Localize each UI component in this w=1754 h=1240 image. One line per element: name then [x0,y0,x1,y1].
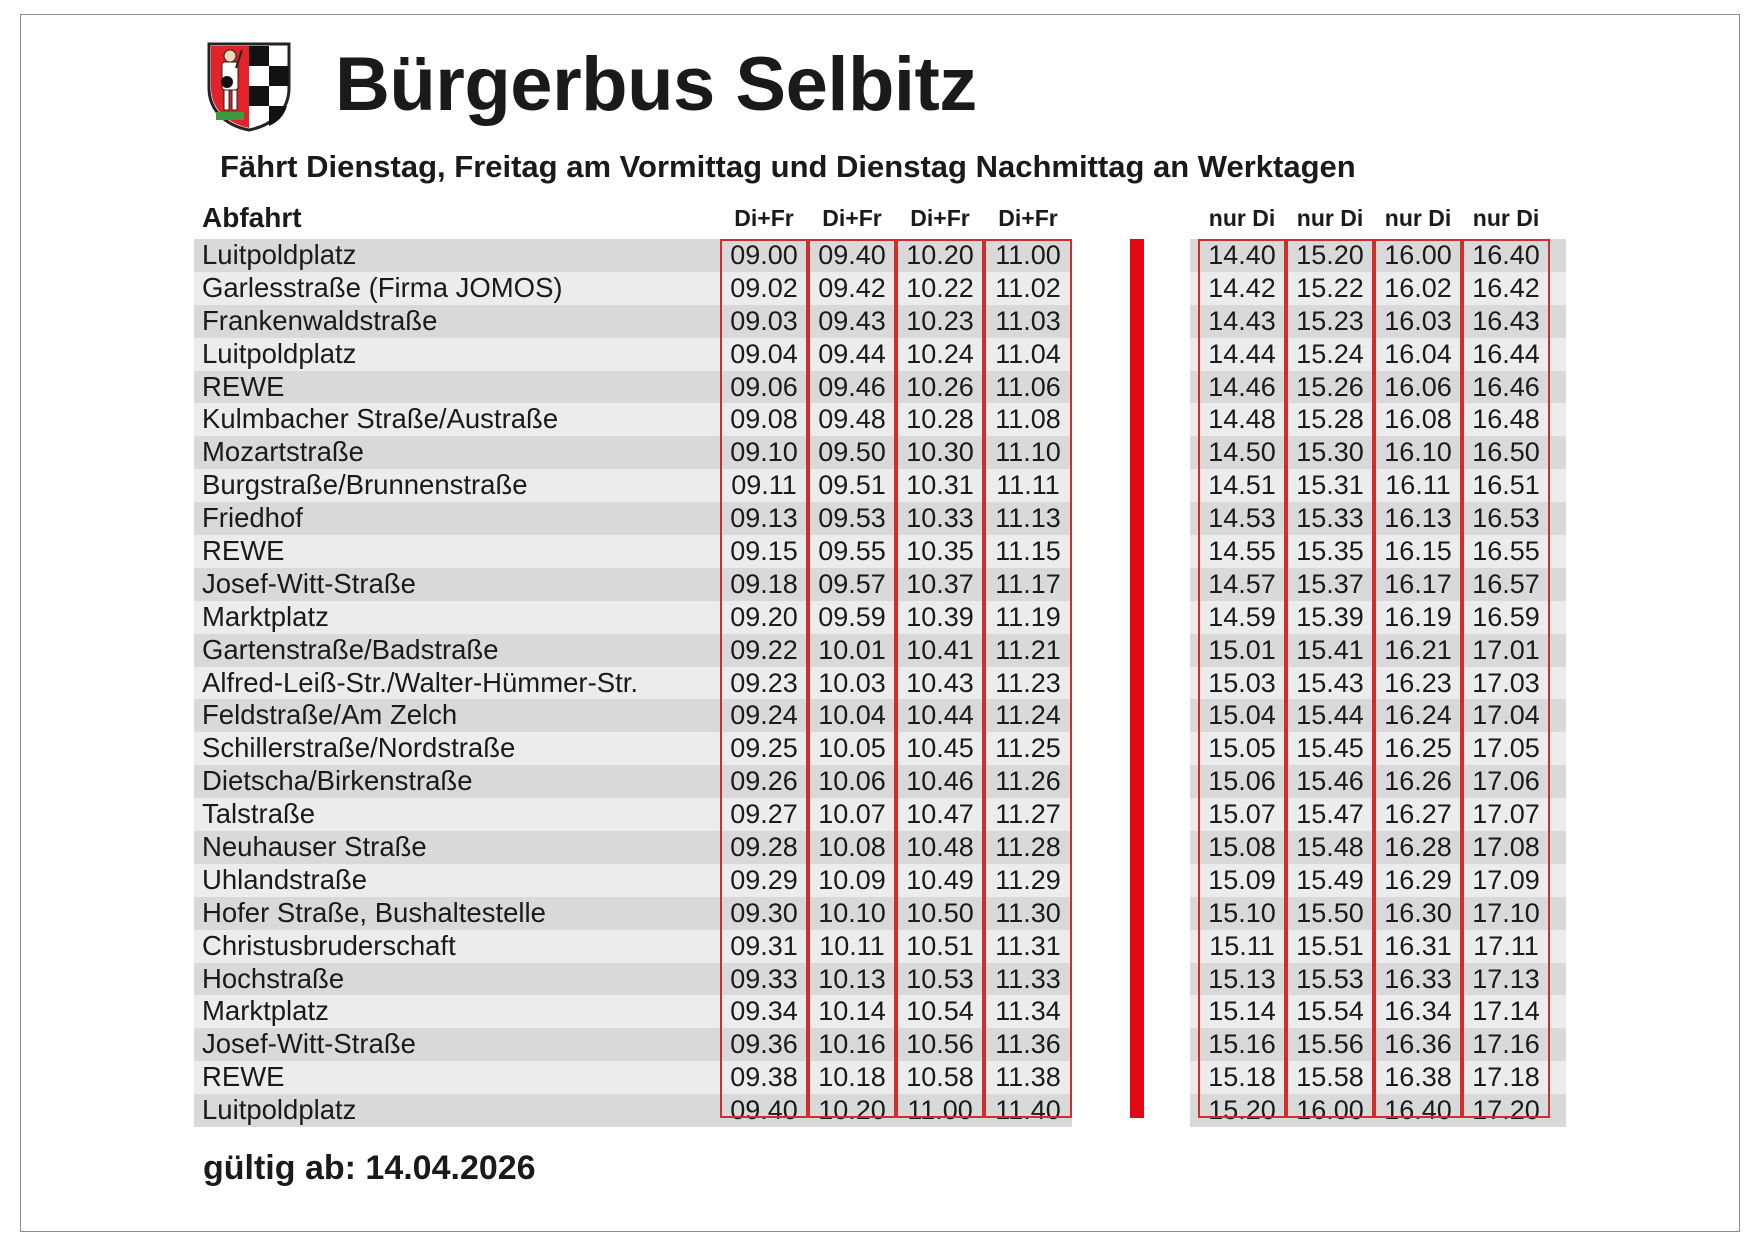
departure-time: 16.17 [1384,568,1452,599]
departure-time: 11.10 [995,437,1061,468]
departure-time: 15.35 [1296,536,1364,567]
departure-time: 17.14 [1472,996,1540,1027]
departure-time: 11.38 [995,1062,1061,1093]
coat-of-arms-icon [206,40,292,132]
table-row [194,831,1566,864]
table-row [194,371,1566,404]
departure-time: 14.53 [1208,503,1276,534]
departure-time: 09.34 [730,996,798,1027]
stop-name: REWE [202,535,285,567]
departure-time: 10.11 [819,930,885,961]
departure-time: 11.33 [995,963,1061,994]
table-row [194,1028,1566,1061]
departure-time: 15.22 [1296,272,1364,303]
departure-time: 09.13 [730,503,798,534]
departure-time: 11.24 [995,700,1061,731]
departure-time: 14.42 [1208,272,1276,303]
stop-name: Garlesstraße (Firma JOMOS) [202,271,563,303]
departure-time: 16.29 [1384,864,1452,895]
stop-name: Friedhof [202,502,303,534]
table-row [194,436,1566,469]
table-row [194,568,1566,601]
departure-time: 11.17 [995,568,1061,599]
stop-name: REWE [202,1061,285,1093]
departure-time: 16.28 [1384,832,1452,863]
departure-time: 09.27 [730,799,798,830]
departure-time: 16.33 [1384,963,1452,994]
stop-name: Schillerstraße/Nordstraße [202,732,516,764]
departure-time: 09.50 [818,437,886,468]
table-row [194,1094,1566,1127]
departure-time: 15.39 [1296,601,1364,632]
departure-time: 09.33 [730,963,798,994]
departure-time: 10.18 [818,1062,886,1093]
table-row [194,732,1566,765]
departure-time: 09.48 [818,404,886,435]
departure-time: 10.30 [906,437,974,468]
departure-time: 16.34 [1384,996,1452,1027]
departure-time: 16.00 [1296,1095,1364,1126]
departure-time: 10.43 [906,667,974,698]
departure-time: 10.49 [906,864,974,895]
departure-time: 10.20 [906,240,974,270]
departure-time: 15.24 [1296,338,1364,369]
departure-time: 16.46 [1472,371,1540,402]
table-row [194,995,1566,1028]
departure-time: 15.14 [1208,996,1276,1027]
departure-time: 15.50 [1296,897,1364,928]
departure-time: 14.40 [1208,240,1276,270]
departure-time: 10.50 [906,897,974,928]
header-column: Di+Fr [822,205,882,231]
departure-time: 09.53 [818,503,886,534]
departure-time: 09.26 [730,766,798,797]
departure-time: 11.30 [995,897,1061,928]
departure-time: 16.50 [1472,437,1540,468]
departure-time: 15.45 [1296,733,1364,764]
stop-name: Kulmbacher Straße/Austraße [202,403,559,435]
departure-time: 11.00 [995,240,1061,270]
stop-name: Dietscha/Birkenstraße [202,765,473,797]
departure-time: 10.35 [906,536,974,567]
departure-time: 15.07 [1208,799,1276,830]
departure-time: 15.18 [1208,1062,1276,1093]
departure-time: 17.01 [1472,634,1540,665]
departure-time: 15.26 [1296,371,1364,402]
table-row [194,699,1566,732]
departure-time: 09.51 [818,470,886,501]
stop-name: REWE [202,370,285,402]
header-column: Di+Fr [734,205,794,231]
departure-time: 10.06 [818,766,886,797]
stop-name: Christusbruderschaft [202,929,456,961]
stop-name: Hochstraße [202,962,345,994]
table-row [194,930,1566,963]
stop-name: Luitpoldplatz [202,337,357,369]
departure-time: 11.23 [995,667,1061,698]
departure-time: 16.00 [1384,240,1452,270]
departure-time: 17.11 [1473,930,1539,961]
departure-time: 09.40 [818,240,886,270]
departure-time: 15.44 [1296,700,1364,731]
departure-time: 16.08 [1384,404,1452,435]
departure-time: 16.15 [1384,536,1452,567]
departure-time: 15.20 [1296,240,1364,270]
departure-time: 15.16 [1208,1029,1276,1060]
departure-time: 09.57 [818,568,886,599]
departure-time: 11.00 [907,1095,973,1126]
departure-time: 17.09 [1472,864,1540,895]
departure-time: 14.57 [1208,568,1276,599]
departure-time: 15.01 [1208,634,1276,665]
departure-time: 09.23 [730,667,798,698]
departure-time: 11.06 [995,371,1061,402]
departure-time: 16.03 [1384,305,1452,336]
departure-time: 10.45 [906,733,974,764]
departure-time: 10.54 [906,996,974,1027]
departure-time: 11.13 [995,503,1061,534]
departure-time: 11.04 [995,338,1061,369]
departure-time: 16.10 [1384,437,1452,468]
stop-name: Burgstraße/Brunnenstraße [202,469,528,501]
departure-time: 16.40 [1472,240,1540,270]
departure-time: 16.51 [1472,470,1540,501]
header-stop: Abfahrt [202,202,302,233]
valid-from: gültig ab: 14.04.2026 [203,1149,536,1187]
departure-time: 16.40 [1384,1095,1452,1126]
departure-time: 09.22 [730,634,798,665]
departure-time: 10.58 [906,1062,974,1093]
departure-time: 14.50 [1208,437,1276,468]
departure-time: 15.51 [1296,930,1364,961]
departure-time: 09.44 [818,338,886,369]
departure-time: 11.36 [995,1029,1061,1060]
departure-time: 11.31 [995,930,1061,961]
departure-time: 15.53 [1296,963,1364,994]
departure-time: 16.36 [1384,1029,1452,1060]
departure-time: 16.21 [1384,634,1452,665]
departure-time: 16.43 [1472,305,1540,336]
departure-time: 11.15 [995,536,1061,567]
departure-time: 16.38 [1384,1062,1452,1093]
departure-time: 10.37 [906,568,974,599]
departure-time: 16.13 [1384,503,1452,534]
departure-time: 15.54 [1296,996,1364,1027]
departure-time: 11.29 [995,864,1061,895]
departure-time: 17.08 [1472,832,1540,863]
departure-time: 11.03 [995,305,1061,336]
departure-time: 10.46 [906,766,974,797]
header-column: Di+Fr [910,205,970,231]
stop-name: Marktplatz [202,600,329,632]
departure-time: 09.28 [730,832,798,863]
divider-bar [1130,239,1144,1118]
departure-time: 15.10 [1208,897,1276,928]
departure-time: 16.55 [1472,536,1540,567]
departure-time: 09.29 [730,864,798,895]
table-row [194,305,1566,338]
table-row [194,601,1566,634]
departure-time: 15.56 [1296,1029,1364,1060]
departure-time: 15.37 [1296,568,1364,599]
departure-time: 09.24 [730,700,798,731]
departure-time: 10.10 [818,897,886,928]
table-row [194,864,1566,897]
table-row [194,1061,1566,1094]
departure-time: 14.51 [1208,470,1276,501]
departure-time: 09.43 [818,305,886,336]
departure-time: 09.04 [730,338,798,369]
departure-time: 14.59 [1208,601,1276,632]
departure-time: 11.19 [995,601,1061,632]
stop-name: Josef-Witt-Straße [202,567,416,599]
table-row [194,403,1566,436]
departure-time: 10.28 [906,404,974,435]
departure-time: 10.39 [906,601,974,632]
departure-time: 16.27 [1384,799,1452,830]
table-row [194,765,1566,798]
departure-time: 16.24 [1384,700,1452,731]
departure-time: 16.19 [1384,601,1452,632]
departure-time: 10.41 [906,634,974,665]
departure-time: 10.22 [906,272,974,303]
departure-time: 10.24 [906,338,974,369]
departure-time: 15.49 [1296,864,1364,895]
departure-time: 11.34 [995,996,1061,1027]
departure-time: 10.31 [906,470,974,501]
stop-name: Josef-Witt-Straße [202,1028,416,1060]
stop-name: Frankenwaldstraße [202,304,438,336]
departure-time: 09.40 [730,1095,798,1126]
departure-time: 15.41 [1296,634,1364,665]
departure-time: 16.26 [1384,766,1452,797]
table-row [194,667,1566,700]
departure-time: 11.27 [995,799,1061,830]
departure-time: 10.05 [818,733,886,764]
departure-time: 10.04 [818,700,886,731]
header-column: nur Di [1296,205,1364,231]
departure-time: 17.03 [1472,667,1540,698]
departure-time: 16.59 [1472,601,1540,632]
departure-time: 09.25 [730,733,798,764]
departure-time: 16.25 [1384,733,1452,764]
table-row [194,897,1566,930]
departure-time: 09.08 [730,404,798,435]
table-row [194,963,1566,996]
departure-time: 17.07 [1472,799,1540,830]
departure-time: 15.13 [1208,963,1276,994]
table-row [194,502,1566,535]
departure-time: 15.03 [1208,667,1276,698]
departure-time: 14.43 [1208,305,1276,336]
departure-time: 09.42 [818,272,886,303]
departure-time: 10.33 [906,503,974,534]
departure-time: 09.02 [730,272,798,303]
departure-time: 09.46 [818,371,886,402]
departure-time: 15.28 [1296,404,1364,435]
departure-time: 17.05 [1472,733,1540,764]
departure-time: 16.04 [1384,338,1452,369]
departure-time: 09.36 [730,1029,798,1060]
departure-time: 11.25 [995,733,1061,764]
departure-time: 09.59 [818,601,886,632]
departure-time: 16.31 [1384,930,1452,961]
departure-time: 16.23 [1384,667,1452,698]
departure-time: 10.26 [906,371,974,402]
departure-time: 15.33 [1296,503,1364,534]
departure-time: 17.13 [1472,963,1540,994]
departure-time: 15.48 [1296,832,1364,863]
departure-time: 09.03 [730,305,798,336]
departure-time: 10.44 [906,700,974,731]
departure-time: 15.20 [1208,1095,1276,1126]
departure-time: 11.40 [995,1095,1061,1126]
departure-time: 10.51 [906,930,974,961]
stop-name: Mozartstraße [202,436,364,468]
stop-name: Talstraße [202,798,316,830]
departure-time: 15.31 [1296,470,1364,501]
departure-time: 10.47 [906,799,974,830]
departure-time: 09.15 [730,536,798,567]
departure-time: 10.14 [818,996,886,1027]
stop-name: Hofer Straße, Bushaltestelle [202,896,546,928]
departure-time: 10.23 [906,305,974,336]
stop-name: Alfred-Leiß-Str./Walter-Hümmer-Str. [202,666,638,698]
timetable-rows [194,239,1566,1127]
departure-time: 10.08 [818,832,886,863]
stop-name: Neuhauser Straße [202,831,427,863]
departure-time: 16.53 [1472,503,1540,534]
departure-time: 09.06 [730,371,798,402]
table-row [194,634,1566,667]
departure-time: 15.23 [1296,305,1364,336]
departure-time: 09.38 [730,1062,798,1093]
table-row [194,272,1566,305]
departure-time: 09.20 [730,601,798,632]
departure-time: 10.16 [818,1029,886,1060]
departure-time: 10.48 [906,832,974,863]
departure-time: 09.55 [818,536,886,567]
departure-time: 14.55 [1208,536,1276,567]
departure-time: 16.02 [1384,272,1452,303]
header-column: nur Di [1208,205,1276,231]
departure-time: 15.30 [1296,437,1364,468]
departure-time: 11.26 [995,766,1061,797]
header-column: Di+Fr [998,205,1058,231]
departure-time: 15.11 [1209,930,1275,961]
departure-time: 16.42 [1472,272,1540,303]
departure-time: 17.04 [1472,700,1540,731]
departure-time: 16.44 [1472,338,1540,369]
table-row [194,535,1566,568]
departure-time: 15.43 [1296,667,1364,698]
stop-name: Gartenstraße/Badstraße [202,633,499,665]
departure-time: 09.00 [730,240,798,270]
departure-time: 14.44 [1208,338,1276,369]
departure-time: 11.11 [996,470,1060,501]
departure-time: 15.06 [1208,766,1276,797]
stop-name: Luitpoldplatz [202,1094,357,1126]
header-column: nur Di [1472,205,1540,231]
departure-time: 15.04 [1208,700,1276,731]
departure-time: 10.13 [818,963,886,994]
departure-time: 10.53 [906,963,974,994]
departure-time: 10.01 [818,634,886,665]
departure-time: 09.18 [730,568,798,599]
departure-time: 15.08 [1208,832,1276,863]
departure-time: 11.02 [995,272,1061,303]
departure-time: 10.56 [906,1029,974,1060]
departure-time: 16.11 [1385,470,1451,501]
table-row [194,239,1566,272]
departure-time: 14.48 [1208,404,1276,435]
table-row [194,798,1566,831]
departure-time: 17.06 [1472,766,1540,797]
departure-time: 17.18 [1472,1062,1540,1093]
departure-time: 15.46 [1296,766,1364,797]
departure-time: 17.10 [1472,897,1540,928]
stop-name: Marktplatz [202,995,329,1027]
departure-time: 15.05 [1208,733,1276,764]
page-title: Bürgerbus Selbitz [335,42,977,127]
departure-time: 15.47 [1296,799,1364,830]
departure-time: 14.46 [1208,371,1276,402]
departure-time: 10.03 [818,667,886,698]
departure-time: 15.09 [1208,864,1276,895]
header-column: nur Di [1384,205,1452,231]
departure-time: 10.07 [818,799,886,830]
table-row [194,469,1566,502]
departure-time: 16.06 [1384,371,1452,402]
departure-time: 10.20 [818,1095,886,1126]
stop-name: Luitpoldplatz [202,239,357,270]
departure-time: 11.28 [995,832,1061,863]
departure-time: 11.08 [995,404,1061,435]
departure-time: 16.30 [1384,897,1452,928]
departure-time: 09.31 [730,930,798,961]
stop-name: Uhlandstraße [202,863,368,895]
departure-time: 16.48 [1472,404,1540,435]
departure-time: 16.57 [1472,568,1540,599]
departure-time: 15.58 [1296,1062,1364,1093]
departure-time: 17.20 [1472,1095,1540,1126]
departure-time: 11.21 [995,634,1061,665]
stop-name: Feldstraße/Am Zelch [202,699,458,731]
departure-time: 10.09 [818,864,886,895]
table-row [194,338,1566,371]
departure-time: 17.16 [1472,1029,1540,1060]
departure-time: 09.11 [731,470,797,501]
departure-time: 09.10 [730,437,798,468]
page-subtitle: Fährt Dienstag, Freitag am Vormittag und Dienstag Nachmittag an Werktagen [220,149,1356,184]
departure-time: 09.30 [730,897,798,928]
